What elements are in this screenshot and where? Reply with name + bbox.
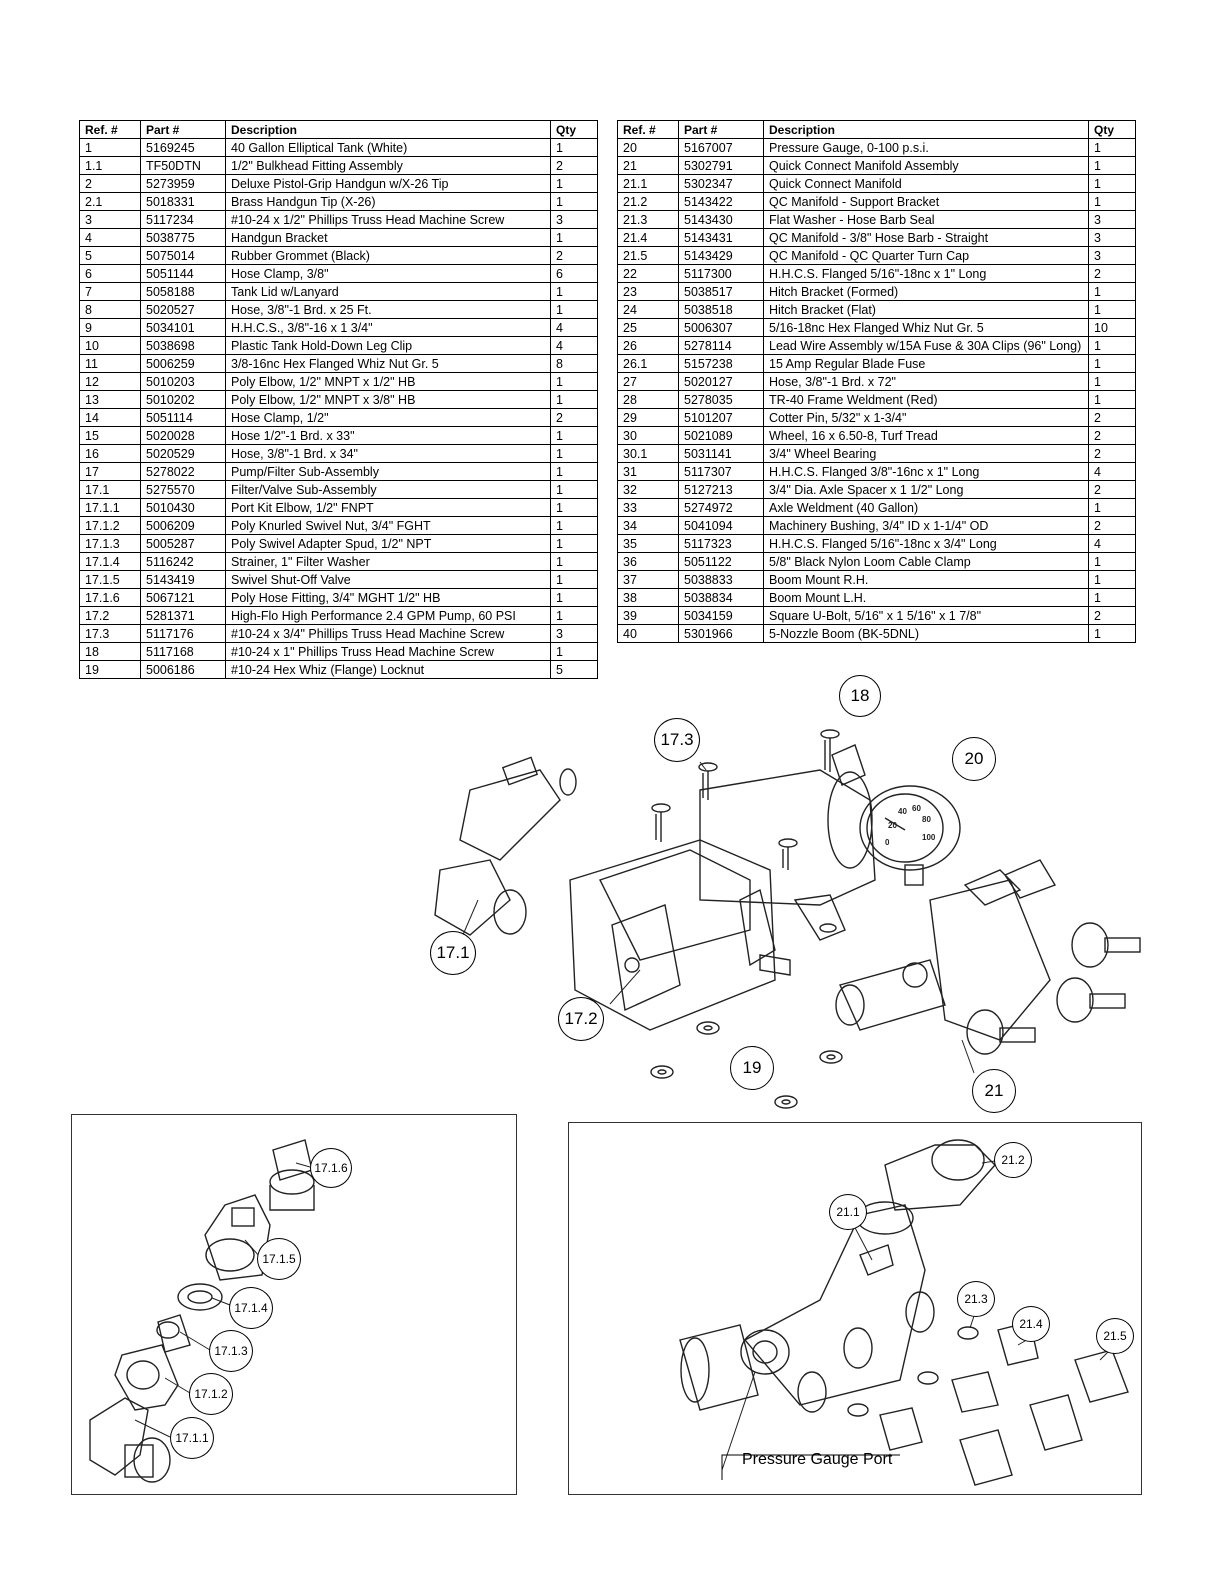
ref-cell: 4 [80, 229, 141, 247]
qty-cell: 1 [551, 139, 598, 157]
description-cell: Hose, 3/8"-1 Brd. x 34" [226, 445, 551, 463]
part-number-cell: 5051122 [679, 553, 764, 571]
callout-19: 19 [730, 1046, 774, 1090]
filter-valve-illustration [435, 757, 576, 935]
gauge-tick: 0 [885, 838, 890, 847]
manifold-illustration [836, 860, 1140, 1054]
callout-17-1-2: 17.1.2 [189, 1373, 233, 1415]
qty-cell: 1 [551, 589, 598, 607]
qty-cell: 1 [1089, 589, 1136, 607]
qty-cell: 1 [551, 499, 598, 517]
qty-cell: 5 [551, 661, 598, 679]
ref-cell: 6 [80, 265, 141, 283]
ref-cell: 12 [80, 373, 141, 391]
description-cell: Tank Lid w/Lanyard [226, 283, 551, 301]
description-cell: #10-24 x 1" Phillips Truss Head Machine Screw [226, 643, 551, 661]
description-cell: 3/8-16nc Hex Flanged Whiz Nut Gr. 5 [226, 355, 551, 373]
description-cell: #10-24 Hex Whiz (Flange) Locknut [226, 661, 551, 679]
description-cell: H.H.C.S. Flanged 5/16"-18nc x 3/4" Long [764, 535, 1089, 553]
part-number-cell: 5041094 [679, 517, 764, 535]
ref-cell: 38 [618, 589, 679, 607]
part-number-cell: 5051114 [141, 409, 226, 427]
qty-cell: 4 [551, 319, 598, 337]
part-number-cell: 5038833 [679, 571, 764, 589]
part-number-cell: 5034101 [141, 319, 226, 337]
callout-17-1-3: 17.1.3 [209, 1330, 253, 1372]
description-cell: Rubber Grommet (Black) [226, 247, 551, 265]
part-number-cell: 5127213 [679, 481, 764, 499]
ref-cell: 5 [80, 247, 141, 265]
callout-21-4: 21.4 [1012, 1306, 1050, 1342]
callout-21: 21 [972, 1069, 1016, 1113]
part-number-cell: 5301966 [679, 625, 764, 643]
ref-cell: 23 [618, 283, 679, 301]
qty-cell: 1 [1089, 355, 1136, 373]
qty-cell: 3 [1089, 247, 1136, 265]
part-number-cell: 5302791 [679, 157, 764, 175]
qty-cell: 1 [551, 535, 598, 553]
callout-17-1-4: 17.1.4 [229, 1287, 273, 1329]
ref-cell: 39 [618, 607, 679, 625]
ref-cell: 17.1.1 [80, 499, 141, 517]
qty-cell: 3 [1089, 211, 1136, 229]
qty-cell: 1 [551, 607, 598, 625]
part-number-cell: 5038517 [679, 283, 764, 301]
gauge-tick: 60 [912, 804, 921, 813]
callout-17-3: 17.3 [654, 718, 700, 762]
ref-cell: 30 [618, 427, 679, 445]
part-number-cell: 5117323 [679, 535, 764, 553]
description-cell: Poly Elbow, 1/2" MNPT x 1/2" HB [226, 373, 551, 391]
description-cell: Hose Clamp, 3/8" [226, 265, 551, 283]
qty-cell: 1 [551, 427, 598, 445]
qty-cell: 10 [1089, 319, 1136, 337]
ref-cell: 17.3 [80, 625, 141, 643]
ref-cell: 2 [80, 175, 141, 193]
ref-cell: 19 [80, 661, 141, 679]
qty-cell: 6 [551, 265, 598, 283]
description-cell: Port Kit Elbow, 1/2" FNPT [226, 499, 551, 517]
column-header: Ref. # [80, 121, 141, 139]
ref-cell: 17 [80, 463, 141, 481]
callout-21-5: 21.5 [1096, 1318, 1134, 1354]
ref-cell: 25 [618, 319, 679, 337]
description-cell: High-Flo High Performance 2.4 GPM Pump, 60 PSI [226, 607, 551, 625]
column-header: Part # [679, 121, 764, 139]
part-number-cell: 5021089 [679, 427, 764, 445]
ref-cell: 17.1 [80, 481, 141, 499]
gauge-tick-labels [885, 804, 936, 847]
callout-21-1: 21.1 [829, 1194, 867, 1230]
description-cell: 1/2" Bulkhead Fitting Assembly [226, 157, 551, 175]
qty-cell: 1 [551, 301, 598, 319]
ref-cell: 17.1.2 [80, 517, 141, 535]
part-number-cell: 5143431 [679, 229, 764, 247]
qty-cell: 3 [551, 625, 598, 643]
ref-cell: 21 [618, 157, 679, 175]
ref-cell: 17.1.5 [80, 571, 141, 589]
part-number-cell: 5117300 [679, 265, 764, 283]
qty-cell: 1 [1089, 553, 1136, 571]
part-number-cell: 5067121 [141, 589, 226, 607]
part-number-cell: 5143429 [679, 247, 764, 265]
description-cell: QC Manifold - 3/8" Hose Barb - Straight [764, 229, 1089, 247]
qty-cell: 1 [1089, 571, 1136, 589]
ref-cell: 31 [618, 463, 679, 481]
description-cell: Hose, 3/8"-1 Brd. x 25 Ft. [226, 301, 551, 319]
description-cell: Handgun Bracket [226, 229, 551, 247]
qty-cell: 4 [1089, 463, 1136, 481]
part-number-cell: 5143422 [679, 193, 764, 211]
part-number-cell: 5273959 [141, 175, 226, 193]
part-number-cell: 5020127 [679, 373, 764, 391]
part-number-cell: 5010202 [141, 391, 226, 409]
column-header: Qty [1089, 121, 1136, 139]
qty-cell: 2 [1089, 517, 1136, 535]
part-number-cell: 5117234 [141, 211, 226, 229]
part-number-cell: 5101207 [679, 409, 764, 427]
description-cell: Hitch Bracket (Formed) [764, 283, 1089, 301]
part-number-cell: 5117307 [679, 463, 764, 481]
qty-cell: 8 [551, 355, 598, 373]
column-header: Part # [141, 121, 226, 139]
qty-cell: 2 [1089, 265, 1136, 283]
part-number-cell: 5006209 [141, 517, 226, 535]
description-cell: Wheel, 16 x 6.50-8, Turf Tread [764, 427, 1089, 445]
description-cell: 15 Amp Regular Blade Fuse [764, 355, 1089, 373]
ref-cell: 36 [618, 553, 679, 571]
ref-cell: 21.2 [618, 193, 679, 211]
qty-cell: 1 [551, 373, 598, 391]
qty-cell: 4 [551, 337, 598, 355]
part-number-cell: 5058188 [141, 283, 226, 301]
qty-cell: 1 [551, 553, 598, 571]
qty-cell: 1 [1089, 391, 1136, 409]
description-cell: Quick Connect Manifold [764, 175, 1089, 193]
callout-21-2: 21.2 [994, 1142, 1032, 1178]
part-number-cell: 5038698 [141, 337, 226, 355]
part-number-cell: 5038834 [679, 589, 764, 607]
part-number-cell: 5167007 [679, 139, 764, 157]
pump-illustration [570, 745, 875, 1030]
gauge-tick: 80 [922, 815, 931, 824]
ref-cell: 22 [618, 265, 679, 283]
callout-17-1: 17.1 [430, 931, 476, 975]
description-cell: Poly Swivel Adapter Spud, 1/2" NPT [226, 535, 551, 553]
qty-cell: 2 [551, 247, 598, 265]
callout-20: 20 [952, 737, 996, 781]
qty-cell: 1 [1089, 157, 1136, 175]
ref-cell: 35 [618, 535, 679, 553]
ref-cell: 33 [618, 499, 679, 517]
part-number-cell: 5278022 [141, 463, 226, 481]
qty-cell: 2 [1089, 445, 1136, 463]
description-cell: #10-24 x 3/4" Phillips Truss Head Machine Screw [226, 625, 551, 643]
ref-cell: 30.1 [618, 445, 679, 463]
description-cell: Square U-Bolt, 5/16" x 1 5/16" x 1 7/8" [764, 607, 1089, 625]
ref-cell: 37 [618, 571, 679, 589]
part-number-cell: 5020529 [141, 445, 226, 463]
qty-cell: 1 [551, 229, 598, 247]
qty-cell: 1 [1089, 175, 1136, 193]
description-cell: Axle Weldment (40 Gallon) [764, 499, 1089, 517]
part-number-cell: 5006186 [141, 661, 226, 679]
ref-cell: 20 [618, 139, 679, 157]
callout-17-1-5: 17.1.5 [257, 1238, 301, 1280]
description-cell: Pump/Filter Sub-Assembly [226, 463, 551, 481]
part-number-cell: 5038775 [141, 229, 226, 247]
ref-cell: 26 [618, 337, 679, 355]
qty-cell: 2 [1089, 607, 1136, 625]
ref-cell: 21.4 [618, 229, 679, 247]
description-cell: Swivel Shut-Off Valve [226, 571, 551, 589]
ref-cell: 18 [80, 643, 141, 661]
ref-cell: 3 [80, 211, 141, 229]
description-cell: Poly Knurled Swivel Nut, 3/4" FGHT [226, 517, 551, 535]
qty-cell: 1 [551, 391, 598, 409]
qty-cell: 3 [551, 211, 598, 229]
description-cell: H.H.C.S., 3/8"-16 x 1 3/4" [226, 319, 551, 337]
part-number-cell: 5010430 [141, 499, 226, 517]
ref-cell: 2.1 [80, 193, 141, 211]
qty-cell: 2 [551, 157, 598, 175]
qty-cell: 1 [551, 193, 598, 211]
part-number-cell: 5274972 [679, 499, 764, 517]
ref-cell: 9 [80, 319, 141, 337]
part-number-cell: 5143430 [679, 211, 764, 229]
ref-cell: 7 [80, 283, 141, 301]
column-header: Description [226, 121, 551, 139]
ref-cell: 1 [80, 139, 141, 157]
description-cell: QC Manifold - QC Quarter Turn Cap [764, 247, 1089, 265]
callout-17-1-1: 17.1.1 [170, 1417, 214, 1459]
part-number-cell: 5116242 [141, 553, 226, 571]
ref-cell: 17.1.3 [80, 535, 141, 553]
qty-cell: 1 [1089, 499, 1136, 517]
part-number-cell: 5278114 [679, 337, 764, 355]
qty-cell: 1 [1089, 139, 1136, 157]
qty-cell: 1 [551, 481, 598, 499]
ref-cell: 32 [618, 481, 679, 499]
description-cell: Lead Wire Assembly w/15A Fuse & 30A Clips (96" Long) [764, 337, 1089, 355]
ref-cell: 21.5 [618, 247, 679, 265]
part-number-cell: 5051144 [141, 265, 226, 283]
ref-cell: 26.1 [618, 355, 679, 373]
part-number-cell: 5005287 [141, 535, 226, 553]
description-cell: Quick Connect Manifold Assembly [764, 157, 1089, 175]
qty-cell: 1 [551, 463, 598, 481]
part-number-cell: 5031141 [679, 445, 764, 463]
qty-cell: 2 [1089, 409, 1136, 427]
part-number-cell: TF50DTN [141, 157, 226, 175]
part-number-cell: 5169245 [141, 139, 226, 157]
description-cell: Boom Mount R.H. [764, 571, 1089, 589]
ref-cell: 28 [618, 391, 679, 409]
ref-cell: 27 [618, 373, 679, 391]
qty-cell: 1 [1089, 373, 1136, 391]
ref-cell: 11 [80, 355, 141, 373]
description-cell: Strainer, 1" Filter Washer [226, 553, 551, 571]
gauge-tick: 100 [922, 833, 936, 842]
qty-cell: 3 [1089, 229, 1136, 247]
ref-cell: 13 [80, 391, 141, 409]
gauge-tick: 20 [888, 821, 897, 830]
description-cell: Hitch Bracket (Flat) [764, 301, 1089, 319]
ref-cell: 8 [80, 301, 141, 319]
qty-cell: 1 [1089, 301, 1136, 319]
description-cell: 5/8" Black Nylon Loom Cable Clamp [764, 553, 1089, 571]
qty-cell: 1 [1089, 193, 1136, 211]
ref-cell: 14 [80, 409, 141, 427]
part-number-cell: 5018331 [141, 193, 226, 211]
filter-assembly-detail [71, 1114, 517, 1495]
description-cell: Poly Hose Fitting, 3/4" MGHT 1/2" HB [226, 589, 551, 607]
description-cell: Boom Mount L.H. [764, 589, 1089, 607]
qty-cell: 1 [1089, 625, 1136, 643]
part-number-cell: 5157238 [679, 355, 764, 373]
description-cell: Cotter Pin, 5/32" x 1-3/4" [764, 409, 1089, 427]
ref-cell: 24 [618, 301, 679, 319]
description-cell: 3/4" Wheel Bearing [764, 445, 1089, 463]
qty-cell: 2 [1089, 481, 1136, 499]
ref-cell: 16 [80, 445, 141, 463]
callout-17-1-6: 17.1.6 [310, 1148, 352, 1188]
pressure-gauge-port-caption: Pressure Gauge Port [742, 1451, 893, 1468]
ref-cell: 15 [80, 427, 141, 445]
part-number-cell: 5075014 [141, 247, 226, 265]
description-cell: H.H.C.S. Flanged 3/8"-16nc x 1" Long [764, 463, 1089, 481]
manifold-assembly-detail [568, 1122, 1142, 1495]
qty-cell: 1 [551, 571, 598, 589]
part-number-cell: 5038518 [679, 301, 764, 319]
qty-cell: 2 [1089, 427, 1136, 445]
description-cell: Poly Elbow, 1/2" MNPT x 3/8" HB [226, 391, 551, 409]
part-number-cell: 5006307 [679, 319, 764, 337]
description-cell: Plastic Tank Hold-Down Leg Clip [226, 337, 551, 355]
description-cell: 3/4" Dia. Axle Spacer x 1 1/2" Long [764, 481, 1089, 499]
callout-17-2: 17.2 [558, 997, 604, 1041]
part-number-cell: 5302347 [679, 175, 764, 193]
column-header: Ref. # [618, 121, 679, 139]
qty-cell: 2 [551, 409, 598, 427]
description-cell: Machinery Bushing, 3/4" ID x 1-1/4" OD [764, 517, 1089, 535]
description-cell: Pressure Gauge, 0-100 p.s.i. [764, 139, 1089, 157]
qty-cell: 1 [551, 445, 598, 463]
description-cell: Deluxe Pistol-Grip Handgun w/X-26 Tip [226, 175, 551, 193]
qty-cell: 1 [551, 517, 598, 535]
ref-cell: 17.1.4 [80, 553, 141, 571]
part-number-cell: 5275570 [141, 481, 226, 499]
part-number-cell: 5020028 [141, 427, 226, 445]
description-cell: TR-40 Frame Weldment (Red) [764, 391, 1089, 409]
callout-21-3: 21.3 [957, 1281, 995, 1317]
qty-cell: 1 [551, 283, 598, 301]
column-header: Qty [551, 121, 598, 139]
qty-cell: 1 [1089, 283, 1136, 301]
part-number-cell: 5117176 [141, 625, 226, 643]
part-number-cell: 5278035 [679, 391, 764, 409]
qty-cell: 1 [1089, 337, 1136, 355]
ref-cell: 10 [80, 337, 141, 355]
part-number-cell: 5117168 [141, 643, 226, 661]
description-cell: Flat Washer - Hose Barb Seal [764, 211, 1089, 229]
description-cell: #10-24 x 1/2" Phillips Truss Head Machine Screw [226, 211, 551, 229]
gauge-tick: 40 [898, 807, 907, 816]
description-cell: Brass Handgun Tip (X-26) [226, 193, 551, 211]
description-cell: Hose 1/2"-1 Brd. x 33" [226, 427, 551, 445]
ref-cell: 17.1.6 [80, 589, 141, 607]
ref-cell: 21.1 [618, 175, 679, 193]
description-cell: Hose, 3/8"-1 Brd. x 72" [764, 373, 1089, 391]
part-number-cell: 5010203 [141, 373, 226, 391]
part-number-cell: 5281371 [141, 607, 226, 625]
ref-cell: 21.3 [618, 211, 679, 229]
ref-cell: 1.1 [80, 157, 141, 175]
part-number-cell: 5034159 [679, 607, 764, 625]
ref-cell: 34 [618, 517, 679, 535]
description-cell: H.H.C.S. Flanged 5/16"-18nc x 1" Long [764, 265, 1089, 283]
qty-cell: 1 [551, 175, 598, 193]
part-number-cell: 5006259 [141, 355, 226, 373]
qty-cell: 4 [1089, 535, 1136, 553]
description-cell: Filter/Valve Sub-Assembly [226, 481, 551, 499]
ref-cell: 17.2 [80, 607, 141, 625]
description-cell: 5-Nozzle Boom (BK-5DNL) [764, 625, 1089, 643]
ref-cell: 29 [618, 409, 679, 427]
description-cell: 40 Gallon Elliptical Tank (White) [226, 139, 551, 157]
ref-cell: 40 [618, 625, 679, 643]
qty-cell: 1 [551, 643, 598, 661]
description-cell: Hose Clamp, 1/2" [226, 409, 551, 427]
part-number-cell: 5143419 [141, 571, 226, 589]
callout-18: 18 [839, 675, 881, 717]
description-cell: 5/16-18nc Hex Flanged Whiz Nut Gr. 5 [764, 319, 1089, 337]
description-cell: QC Manifold - Support Bracket [764, 193, 1089, 211]
part-number-cell: 5020527 [141, 301, 226, 319]
column-header: Description [764, 121, 1089, 139]
